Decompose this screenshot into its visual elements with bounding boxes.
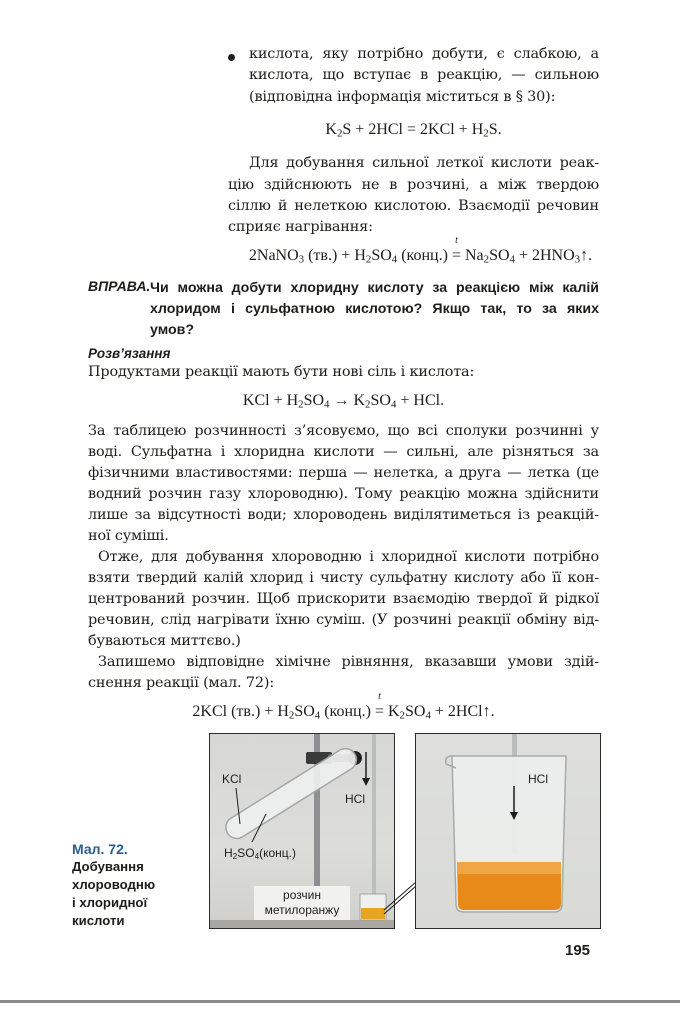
label-kcl: KCl [222, 772, 242, 786]
para4-line-1: Запишемо відповідне хімічне рівняння, вказавши умови здій- [98, 654, 599, 670]
bottom-rule [0, 1000, 680, 1003]
para1-line-1: Для добування сильної леткої кислоти реак- [249, 155, 599, 171]
caption-number: Мал. 72. [72, 841, 128, 857]
para1-line-2: цію здійснюють не в розчині, а між твердою [228, 177, 599, 193]
para4-line-2: снення реакції (мал. 72): [88, 675, 275, 691]
para3-line-3: центрований розчин. Щоб прискорити взаємодію твердої й рідкої [88, 591, 599, 607]
label-hcl-right: HCl [528, 772, 548, 786]
exercise-line-1: Чи можна добути хлоридну кислоту за реакцією між калій [150, 280, 599, 296]
solution-heading: Розв’язання [88, 346, 171, 361]
para2-line-4: водний розчин газу хлороводню). Тому реакцію можна здійснити [88, 486, 599, 502]
figure-photo-apparatus [209, 733, 395, 929]
para3-line-1: Отже, для добування хлороводню і хлоридної кислоти потрібно [98, 549, 599, 565]
para3-line-2: взяти твердий калій хлорид і чисту сульфатну кислоту або її кон- [88, 570, 599, 586]
page-number: 195 [565, 942, 591, 959]
solution-intro: Продуктами реакції мають бути нові сіль і кислота: [88, 364, 475, 380]
para1-line-4: сприяє нагрівання: [228, 219, 373, 235]
exercise-line-2: хлоридом і сульфатною кислотою? Якщо так, то за яких [150, 301, 599, 317]
bullet-line-2: кислота, що вступає в реакцію, — сильною [249, 67, 599, 83]
label-hcl-left: HCl [345, 792, 365, 806]
para3-line-4: речовин, слід нагрівати їхню суміш. (У розчині реакції обміну від- [88, 612, 599, 628]
bullet-line-3: (відповідна інформація міститься в § 30): [249, 89, 556, 105]
beaker-illustration [416, 734, 600, 928]
figure-photo-beaker [415, 733, 601, 929]
caption-line-1: Добування [72, 859, 144, 874]
para1-line-3: сіллю й нелеткою кислотою. Взаємодії речовин [228, 198, 599, 214]
para2-line-2: воді. Сульфатна і хлоридна кислоти — сильні, але різняться за [88, 444, 599, 460]
equation-1: $K_2S + 2HCl = 2KCl + H_2S$. [325, 121, 502, 140]
bullet-line-1: кислота, яку потрібно добути, є слабкою, а [249, 46, 599, 62]
bullet-dot [228, 54, 235, 61]
label-methyl-orange: розчин метилоранжу [254, 886, 350, 920]
para3-line-5: буваються миттєво.) [88, 633, 241, 649]
figure-caption [72, 840, 155, 930]
para2-line-6: ної суміші. [88, 528, 169, 544]
para2-line-1: За таблицею розчинності з’ясовуємо, що всі сполуки розчинні у [88, 423, 599, 439]
equation-3: KCl + $H_2SO_4 \to K_2SO_4$ + HCl. [242, 392, 445, 411]
label-h2so4: $H_2SO_4(конц.)$ [224, 846, 296, 862]
caption-line-4: кислоти [72, 913, 125, 928]
para2-line-5: лише за відсутності води; хлороводень виділятиметься із реакцій- [88, 507, 599, 523]
exercise-label: ВПРАВА. [88, 278, 151, 294]
caption-line-2: хлороводню [72, 877, 156, 892]
caption-line-3: і хлоридної [72, 895, 148, 910]
exercise-line-3: умов? [150, 322, 195, 338]
para2-line-3: фізичними властивостями: перша — нелетка, а друга — летка (це [88, 465, 599, 481]
equation-4: 2KCl $(тв.) + H_2SO_4$ (конц.) t = $K_2SO_4$ + 2HCl↑. [192, 691, 495, 722]
equation-2: 2NaNO$_3$ $(тв.) + H_2SO_4$ (конц.) t = $Na_2SO_4$ + $2HNO_3↑$. [248, 235, 593, 266]
